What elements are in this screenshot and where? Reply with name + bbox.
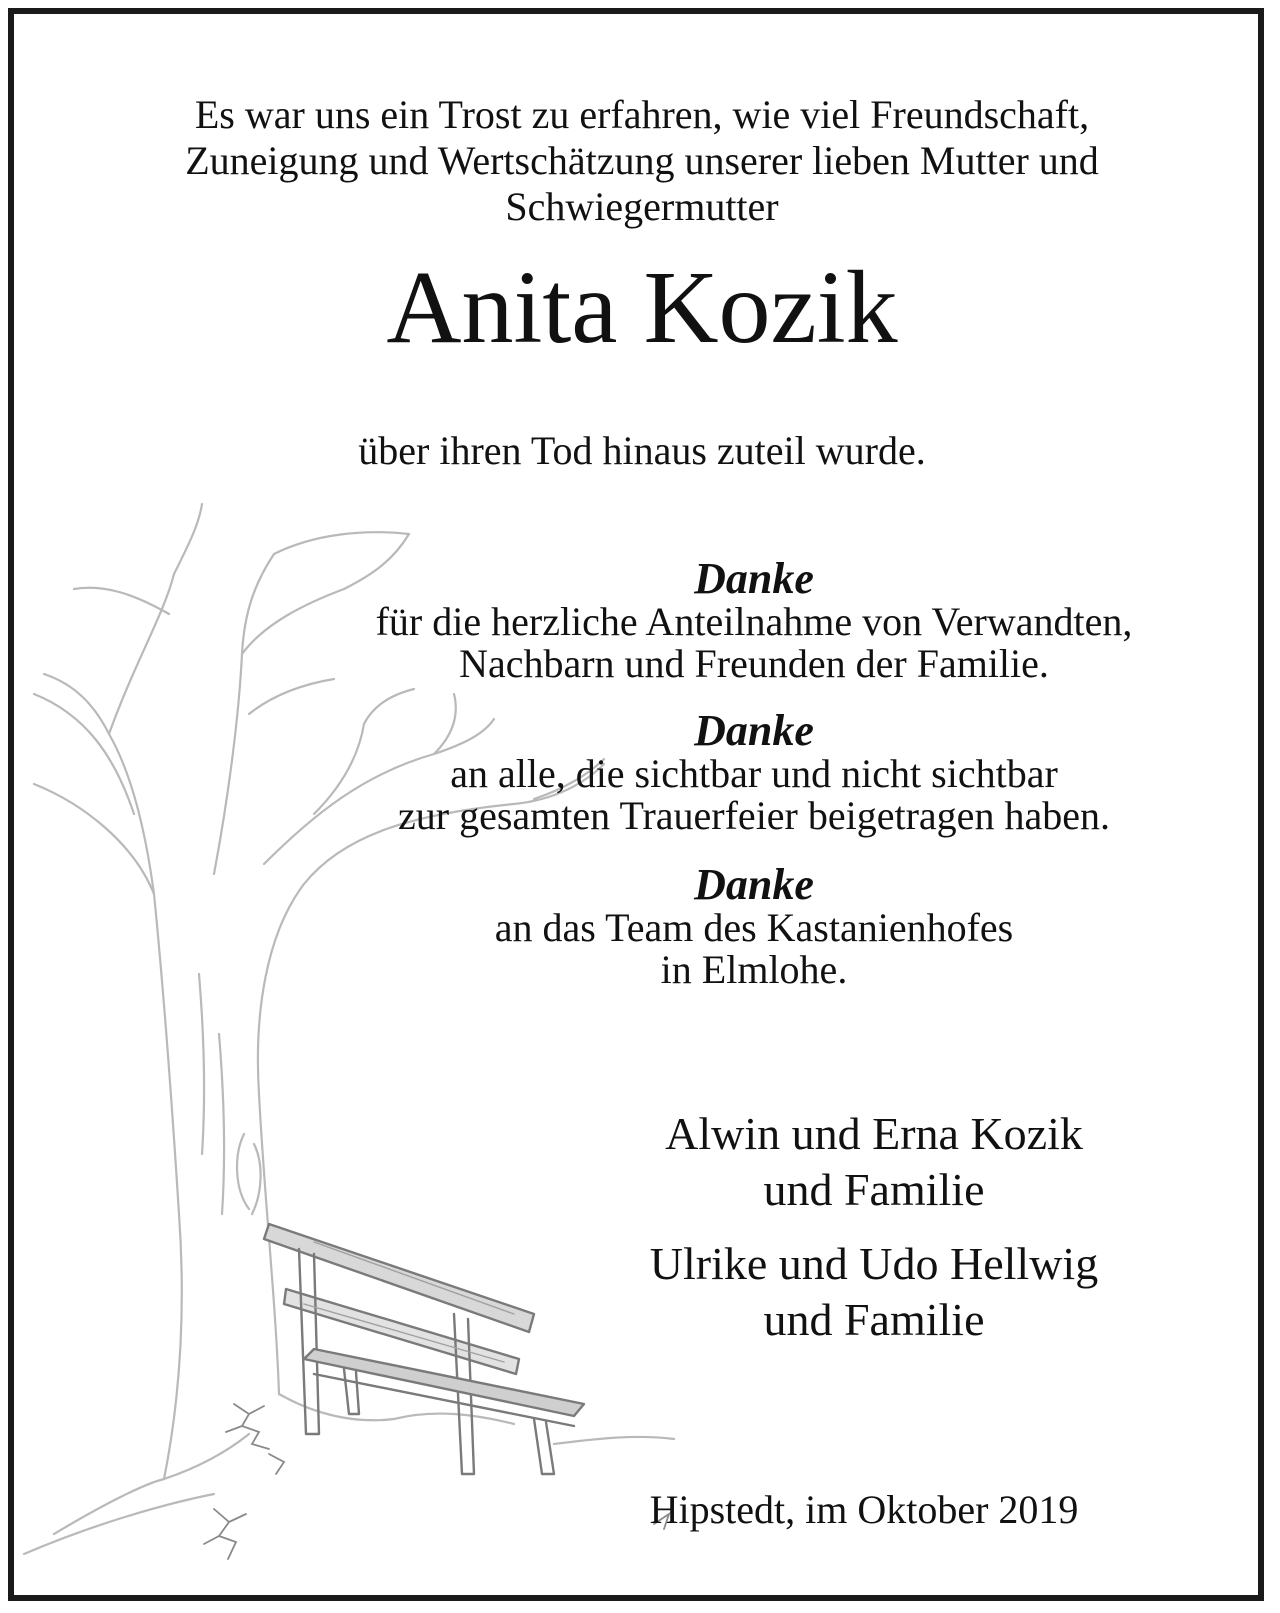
thanks-heading: Danke <box>694 706 814 755</box>
intro-line-3: Schwiegermutter <box>505 184 779 229</box>
thanks-heading: Danke <box>694 554 814 603</box>
signatory-name: Alwin und Erna Kozik <box>665 1108 1083 1159</box>
intro-closing-line: über ihren Tod hinaus zuteil wurde. <box>358 428 926 473</box>
deceased-name: Anita Kozik <box>386 250 898 365</box>
thanks-line: Nachbarn und Freunden der Familie. <box>459 641 1049 686</box>
signatory-name: Ulrike und Udo Hellwig <box>649 1238 1099 1289</box>
thanks-line: zur gesamten Trauerfeier beigetragen haben. <box>398 793 1110 838</box>
thanks-line: an alle, die sichtbar und nicht sichtbar <box>450 751 1058 796</box>
obituary-notice <box>8 8 1264 1601</box>
signatory-family: und Familie <box>763 1294 985 1345</box>
thanks-line: in Elmlohe. <box>660 947 848 992</box>
thanks-line: für die herzliche Anteilnahme von Verwandten, <box>375 599 1133 644</box>
thanks-line: an das Team des Kastanienhofes <box>494 905 1014 950</box>
intro-line-2: Zuneigung und Wertschätzung unserer lieben Mutter und <box>185 138 1099 183</box>
thanks-heading: Danke <box>694 860 814 909</box>
signatory-family: und Familie <box>763 1164 985 1215</box>
place-and-date: Hipstedt, im Oktober 2019 <box>649 1487 1079 1532</box>
intro-line-1: Es war uns ein Trost zu erfahren, wie viel Freundschaft, <box>194 92 1090 137</box>
